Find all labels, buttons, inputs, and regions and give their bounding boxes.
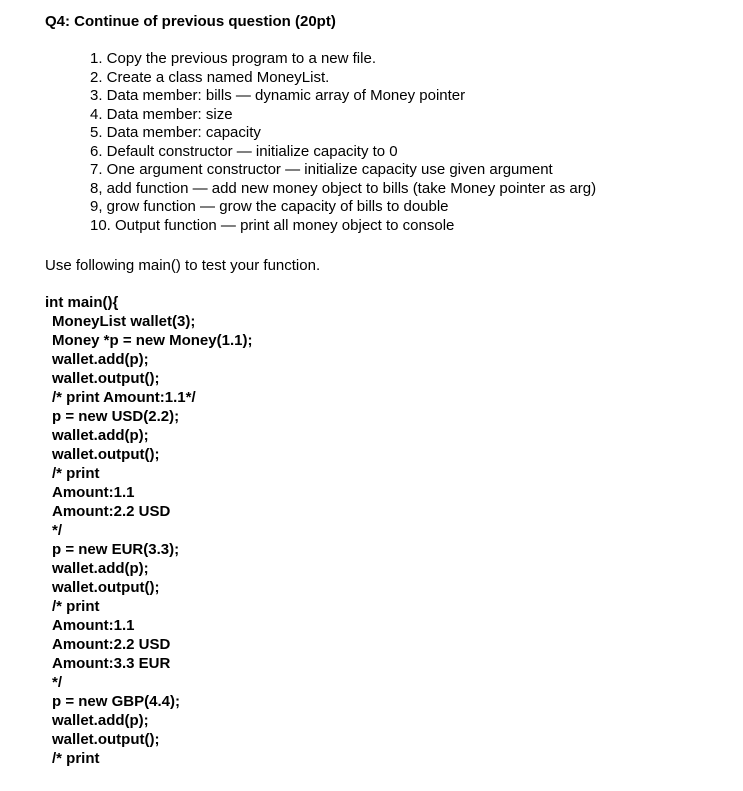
instruction-item: 7. One argument constructor — initialize capacity use given argument [90, 161, 553, 178]
code-line: /* print Amount:1.1*/ [52, 389, 196, 406]
code-line: */ [52, 522, 63, 539]
instruction-item: 2. Create a class named MoneyList. [90, 68, 330, 86]
test-intro-text: Use following main() to test your function. [45, 257, 321, 274]
code-line: int main(){ [45, 294, 119, 311]
code-line: Money *p = new Money(1.1); [52, 332, 253, 349]
code-line: /* print [52, 598, 100, 615]
instruction-item: 5. Data member: capacity [90, 124, 261, 141]
code-line: wallet.output(); [52, 370, 160, 387]
instruction-item: 10. Output function — print all money object to console [90, 216, 455, 234]
code-line: /* print [52, 465, 100, 482]
code-line: */ [52, 674, 63, 691]
instruction-item: 8, add function — add new money object to bills (take Money pointer as arg) [90, 179, 597, 197]
code-line: Amount:1.1 [52, 484, 135, 501]
code-line: /* print [52, 750, 100, 767]
code-line: Amount:3.3 EUR [52, 655, 171, 672]
instruction-item: 6. Default constructor — initialize capacity to 0 [90, 142, 398, 160]
code-line: Amount:1.1 [52, 617, 135, 634]
code-line: MoneyList wallet(3); [52, 313, 196, 330]
code-line: p = new USD(2.2); [52, 408, 180, 425]
code-line: Amount:2.2 USD [52, 636, 171, 653]
instruction-list [90, 50, 596, 235]
instruction-item: 3. Data member: bills — dynamic array of Money pointer [90, 87, 466, 104]
instruction-item: 9, grow function — grow the capacity of bills to double [90, 198, 449, 215]
code-line: p = new GBP(4.4); [52, 693, 180, 710]
instruction-item: 1. Copy the previous program to a new file. [90, 50, 376, 67]
instruction-item: 4. Data member: size [90, 105, 233, 123]
code-line: p = new EUR(3.3); [52, 541, 180, 558]
code-line: wallet.output(); [52, 579, 160, 596]
code-line: wallet.output(); [52, 731, 160, 748]
code-line: wallet.add(p); [52, 351, 149, 368]
code-line: wallet.output(); [52, 446, 160, 463]
code-block [45, 293, 252, 768]
code-line: wallet.add(p); [52, 427, 149, 444]
code-line: Amount:2.2 USD [52, 503, 171, 520]
code-line: wallet.add(p); [52, 712, 149, 729]
question-title: Q4: Continue of previous question (20pt) [45, 13, 336, 30]
code-line: wallet.add(p); [52, 560, 149, 577]
